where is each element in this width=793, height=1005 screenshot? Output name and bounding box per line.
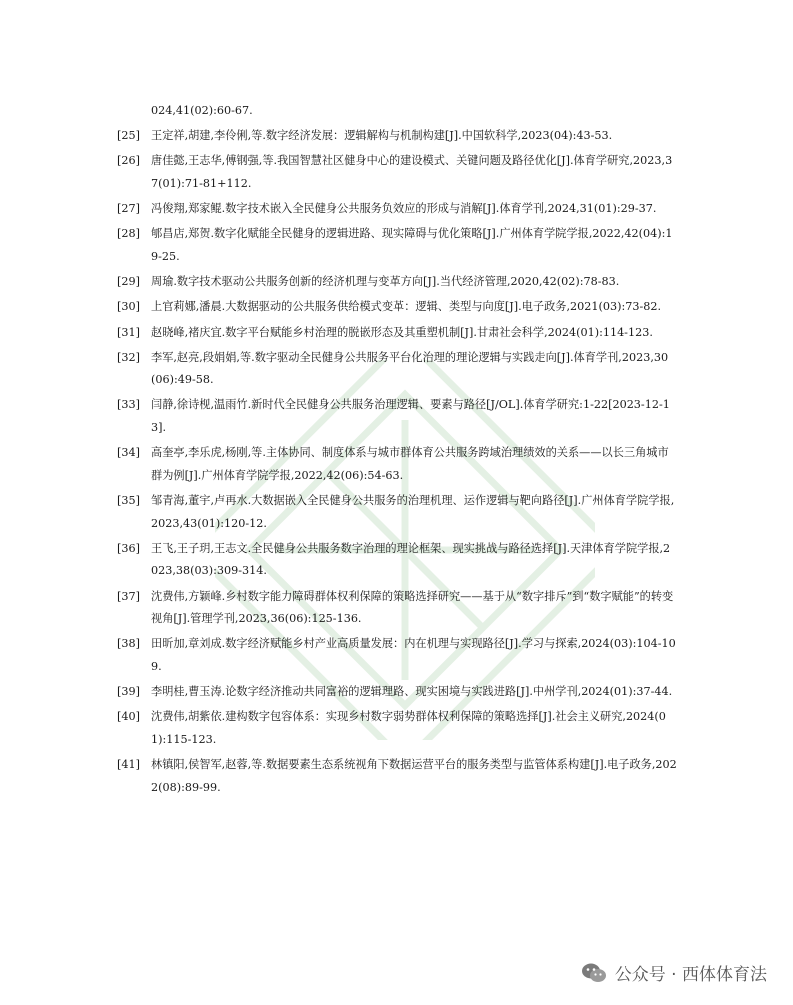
reference-text: 邹青海,董宇,卢再水.大数据嵌入全民健身公共服务的治理机理、运作逻辑与靶向路径[J].广州体育学院学报,2023,43(01):120-12. (151, 494, 675, 530)
reference-item (117, 198, 677, 221)
reference-number: [27] (117, 202, 140, 216)
reference-number: [32] (117, 350, 140, 364)
reference-item (117, 347, 677, 392)
reference-item (117, 681, 677, 704)
reference-item (117, 322, 677, 345)
wechat-icon (581, 962, 607, 984)
reference-number: [34] (117, 446, 140, 460)
reference-number: [33] (117, 398, 140, 412)
reference-number: [37] (117, 589, 140, 603)
reference-number: [26] (117, 154, 140, 168)
reference-text: 上官莉娜,潘晨.大数据驱动的公共服务供给模式变革：逻辑、类型与向度[J].电子政务,2021(03):73-82. (151, 300, 662, 314)
reference-number: [36] (117, 541, 140, 555)
reference-item (117, 296, 677, 319)
reference-text: 王飞,王子玥,王志文.全民健身公共服务数字治理的理论框架、现实挑战与路径选择[J].天津体育学院学报,2023,38(03):309-314. (151, 541, 671, 578)
reference-text: 周瑜.数字技术驱动公共服务创新的经济机理与变革方向[J].当代经济管理,2020,42(02):78-83. (151, 275, 620, 289)
reference-number: [25] (117, 129, 140, 143)
reference-number: [38] (117, 637, 140, 651)
reference-text: 田昕加,章刘成.数字经济赋能乡村产业高质量发展：内在机理与实现路径[J].学习与探索,2024(03):104-109. (151, 637, 676, 673)
reference-text: 024,41(02):60-67. (151, 104, 253, 117)
reference-text: 赵晓峰,褚庆宜.数字平台赋能乡村治理的脱嵌形态及其重塑机制[J].甘肃社会科学,2024(01):114-123. (151, 325, 653, 339)
reference-number: [39] (117, 685, 140, 699)
reference-text: 高奎亭,李乐虎,杨刚,等.主体协同、制度体系与城市群体育公共服务跨域治理绩效的关系——以长三角城市群为例[J].广州体育学院学报,2022,42(06):54-63. (151, 446, 669, 482)
reference-text: 唐佳懿,王志华,傅钢强,等.我国智慧社区健身中心的建设模式、关键问题及路径优化[J].体育学研究,2023,37(01):71-81+112. (151, 154, 673, 190)
reference-text: 郇昌店,郑贺.数字化赋能全民健身的逻辑进路、现实障碍与优化策略[J].广州体育学院学报,2022,42(04):19-25. (151, 227, 673, 263)
account-label: 公众号 · 西体体育法 (614, 965, 767, 985)
reference-item (117, 271, 677, 294)
reference-text: 王定祥,胡建,李伶俐,等.数字经济发展：逻辑解构与机制构建[J].中国软科学,2023(04):43-53. (151, 129, 613, 143)
reference-item (117, 150, 677, 195)
reference-text: 冯俊翔,郑家鲲.数字技术嵌入全民健身公共服务负效应的形成与消解[J].体育学刊,2024,31(01):29-37. (151, 202, 657, 216)
reference-item (117, 706, 677, 751)
reference-item (117, 754, 677, 799)
reference-list (117, 100, 677, 802)
reference-item (117, 633, 677, 678)
reference-item (117, 538, 677, 583)
reference-number: [40] (117, 710, 140, 724)
reference-number: [30] (117, 300, 140, 314)
reference-number: [35] (117, 494, 140, 508)
reference-item (117, 586, 677, 631)
reference-item (117, 442, 677, 487)
reference-text: 沈费伟,方颖峰.乡村数字能力障碍群体权利保障的策略选择研究——基于从“数字排斥”到“数字赋能”的转变视角[J].管理学刊,2023,36(06):125-136. (151, 589, 674, 626)
reference-item (117, 394, 677, 439)
account-watermark (581, 960, 767, 985)
reference-text: 李军,赵亮,段娟娟,等.数字驱动全民健身公共服务平台化治理的理论逻辑与实践走向[J].体育学刊,2023,30(06):49-58. (151, 350, 669, 387)
reference-text: 林镇阳,侯智军,赵蓉,等.数据要素生态系统视角下数据运营平台的服务类型与监管体系构建[J].电子政务,2022(08):89-99. (151, 758, 677, 794)
reference-item (117, 125, 677, 148)
reference-number: [41] (117, 758, 140, 772)
reference-text: 沈费伟,胡紫依.建构数字包容体系：实现乡村数字弱势群体权利保障的策略选择[J].社会主义研究,2024(01):115-123. (151, 710, 666, 746)
reference-text: 李明桂,曹玉涛.论数字经济推动共同富裕的逻辑理路、现实困境与实践进路[J].中州学刊,2024(01):37-44. (151, 685, 673, 699)
reference-number: [31] (117, 325, 140, 339)
reference-number: [28] (117, 227, 140, 241)
reference-item (117, 100, 677, 123)
reference-item (117, 490, 677, 535)
reference-number: [29] (117, 275, 140, 289)
reference-text: 闫静,徐诗枧,温雨竹.新时代全民健身公共服务治理逻辑、要素与路径[J/OL].体育学研究:1-22[2023-12-13]. (151, 398, 670, 435)
reference-item (117, 223, 677, 268)
